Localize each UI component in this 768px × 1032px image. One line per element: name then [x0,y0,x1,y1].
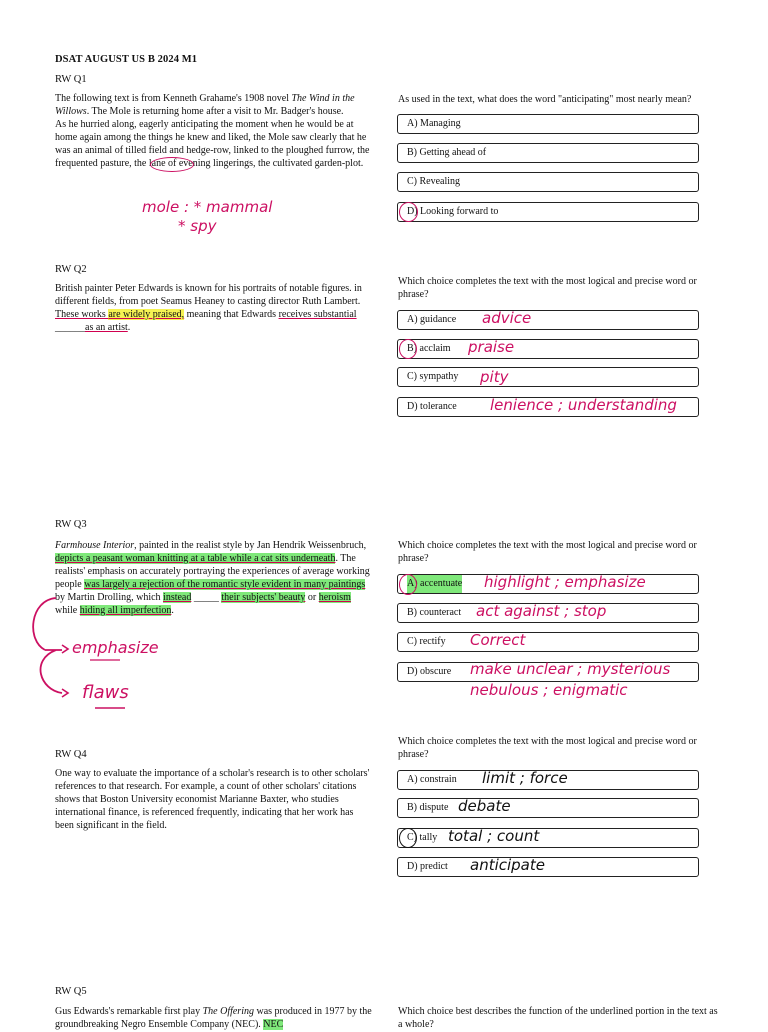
answer-option-b[interactable]: B) Getting ahead of [397,143,699,163]
passage-q3: Farmhouse Interior, painted in the realist style by Jan Hendrik Weissenbruch, depicts a peasant woman knitting at a table while a cat sits underneath. The realists' emphasis on accurately portraying the experiences of average working people was largely a rejection of the romantic style evident in many paintings by Martin Drolling, which instead _____ their subjects' beauty or heroism while hiding all imperfection. [55,540,370,616]
question-prompt-q4: Which choice completes the text with the most logical and precise word or phrase? [398,736,697,760]
question-label-q4: RW Q4 [55,749,87,760]
brace-stroke [33,598,62,693]
passage-q2: British painter Peter Edwards is known for his portraits of notable figures. in different fields, from poet Seamus Heaney to casting director Ruth Lambert. These works are widely praised, meaning that Edwards receives substantial ______as an artist. [55,283,362,333]
answer-option-c[interactable]: C) rectify [397,632,699,652]
question-label-q5: RW Q5 [55,986,87,997]
handwritten-note: pity [480,368,509,386]
handwritten-note: make unclear ; mysterious [470,660,671,678]
handwritten-note: nebulous ; enigmatic [470,681,628,699]
handwritten-note: total ; count [448,827,540,845]
handwritten-note: advice [482,309,532,327]
handwritten-note: flaws [82,682,129,703]
handwritten-note: limit ; force [482,769,568,787]
answer-option-a[interactable]: A) accentuate [397,574,699,594]
arrow-stroke [62,645,68,697]
answer-option-d[interactable]: D) Looking forward to [397,202,699,222]
answer-option-b[interactable]: B) acclaim [397,339,699,359]
answer-option-c[interactable]: C) Revealing [397,172,699,192]
handwritten-note: act against ; stop [476,602,607,620]
question-prompt-q2: Which choice completes the text with the most logical and precise word or phrase? [398,276,697,300]
answer-option-d[interactable]: D) tolerance [397,397,699,417]
passage-q5: Gus Edwards's remarkable first play The Offering was produced in 1977 by the groundbreaking Negro Ensemble Company (NEC). NEC [55,1006,372,1030]
document-title: DSAT AUGUST US B 2024 M1 [55,54,198,65]
answer-option-a[interactable]: A) guidance [397,310,699,330]
question-label-q2: RW Q2 [55,264,87,275]
question-label-q1: RW Q1 [55,74,87,85]
handwritten-note: Correct [470,631,526,649]
answer-option-c[interactable]: C) tally [397,828,699,848]
answer-option-c[interactable]: C) sympathy [397,367,699,387]
handwritten-note: anticipate [470,856,545,874]
answer-option-d[interactable]: D) obscure [397,662,699,682]
handwritten-note: highlight ; emphasize [484,573,646,591]
handwritten-note: mole : * mammal [142,198,273,216]
answer-option-b[interactable]: B) counteract [397,603,699,623]
answer-option-a[interactable]: A) Managing [397,114,699,134]
question-prompt-q1: As used in the text, what does the word "anticipating" most nearly mean? [398,94,692,105]
passage-intro: The following text is from Kenneth Grahame's 1908 novel The Wind in the Willows. The Mole is returning home after a visit to Mr. Badger's house. [55,93,355,117]
answer-option-a[interactable]: A) constrain [397,770,699,790]
answer-option-d[interactable]: D) predict [397,857,699,877]
passage-q4: One way to evaluate the importance of a scholar's research is to other scholars' references to that research. For example, a count of other scholars' citations shows that Boston University economist Marianne Baxter, who studies international finance, is referenced frequently, indicating that her work has been significant in the field. [55,768,370,831]
handwritten-note: emphasize [72,638,159,657]
passage-body: As he hurried along, eagerly anticipating the moment when he would be at home again among the things he knew and liked, the Mole saw clearly that he was an animal of tilled field and hedge-row, linked to the ploughed furrow, the frequented pasture, the lane of evening lingerings, the cultivated garden-plot. [55,118,370,169]
question-prompt-q3: Which choice completes the text with the most logical and precise word or phrase? [398,540,697,564]
handwritten-note: praise [468,338,515,356]
handwritten-note: debate [458,797,511,815]
question-prompt-q5: Which choice best describes the function of the underlined portion in the text as a whole? [398,1006,718,1030]
question-label-q3: RW Q3 [55,519,87,530]
handwritten-note: lenience ; understanding [490,396,677,414]
handwritten-note: * spy [178,217,217,235]
answer-option-b[interactable]: B) dispute [397,798,699,818]
answer-circle-mark [399,828,417,848]
